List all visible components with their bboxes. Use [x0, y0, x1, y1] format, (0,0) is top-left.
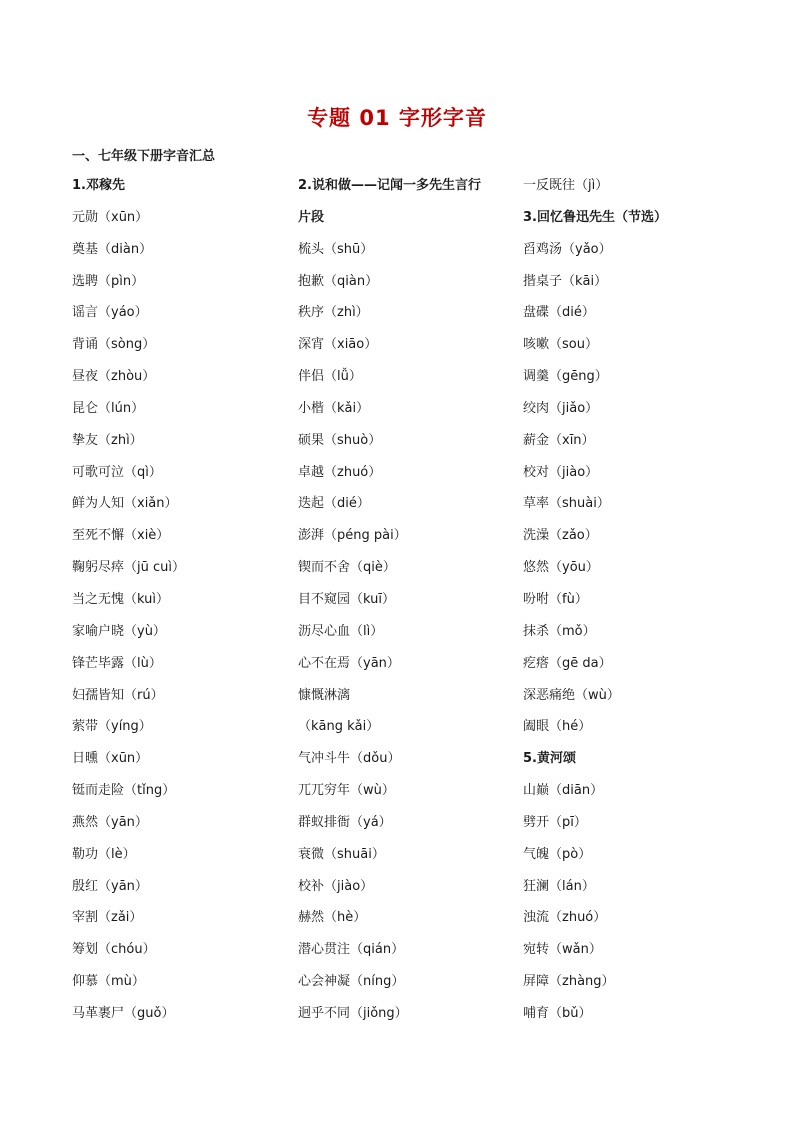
vocab-entry: 挚友（zhì）: [72, 432, 143, 448]
vocab-entry: 元勋（xūn）: [72, 209, 149, 225]
page-title: 专题 01 字形字音: [307, 106, 487, 130]
vocab-entry: 鲜为人知（xiǎn）: [72, 496, 178, 512]
vocab-entry: 家喻户晓（yù）: [72, 623, 166, 639]
vocab-entry: 深宵（xiāo）: [298, 337, 378, 353]
vocab-entry: 奠基（diàn）: [72, 241, 153, 257]
vocab-entry: 燕然（yān）: [72, 814, 148, 830]
lesson-heading: 片段: [298, 209, 325, 225]
vocab-entry: 气魄（pò）: [523, 846, 592, 862]
vocab-entry: 沥尽心血（lì）: [298, 623, 384, 639]
section-heading: 一、七年级下册字音汇总: [72, 149, 216, 164]
vocab-entry: 卓越（zhuó）: [298, 464, 382, 480]
vocab-entry: 心不在焉（yān）: [298, 655, 400, 671]
vocab-entry: 筹划（chóu）: [72, 942, 156, 958]
vocab-entry: 昆仑（lún）: [72, 400, 145, 416]
vocab-entry: 梳头（shū）: [298, 241, 374, 257]
vocab-entry: 揩桌子（kāi）: [523, 273, 608, 289]
vocab-entry: 鞠躬尽瘁（jū cuì）: [72, 560, 185, 576]
vocab-entry: 洗澡（zǎo）: [523, 528, 598, 544]
vocab-entry: 绞肉（jiǎo）: [523, 400, 599, 416]
vocab-entry: 校对（jiào）: [523, 464, 599, 480]
vocab-entry: 咳嗽（sou）: [523, 337, 598, 353]
vocab-entry: 抱歉（qiàn）: [298, 273, 379, 289]
vocab-entry: 妇孺皆知（rú）: [72, 687, 164, 703]
vocab-entry: 萦带（yíng）: [72, 719, 152, 735]
vocab-entry: 铤而走险（tǐng）: [72, 783, 176, 799]
vocab-entry: 心会神凝（níng）: [298, 974, 405, 990]
column-1: [72, 170, 292, 1030]
vocab-entry: 舀鸡汤（yǎo）: [523, 241, 612, 257]
vocab-entry: 迭起（dié）: [298, 496, 370, 512]
vocab-entry: 气冲斗牛（dǒu）: [298, 751, 401, 767]
vocab-entry: 目不窥园（kuī）: [298, 591, 395, 607]
column-3: [523, 170, 743, 1030]
vocab-entry: 马革裹尸（guǒ）: [72, 1005, 175, 1021]
vocab-entry: 哺育（bǔ）: [523, 1005, 592, 1021]
vocab-entry: 吩咐（fù）: [523, 591, 588, 607]
vocab-entry: 疙瘩（gē da）: [523, 655, 612, 671]
vocab-entry: 小楷（kǎi）: [298, 400, 370, 416]
vocab-entry: 锲而不舍（qiè）: [298, 560, 396, 576]
vocab-entry: 兀兀穷年（wù）: [298, 783, 395, 799]
vocab-entry: 伴侣（lǚ）: [298, 369, 362, 385]
vocab-entry: 山巅（diān）: [523, 783, 604, 799]
vocab-entry: 盘碟（dié）: [523, 305, 595, 321]
vocab-entry: 校补（jiào）: [298, 878, 374, 894]
vocab-entry: 劈开（pī）: [523, 814, 587, 830]
lesson-heading: 1.邓稼先: [72, 178, 125, 193]
lesson-heading: 5.黄河颂: [523, 751, 576, 767]
vocab-entry: 锋芒毕露（lù）: [72, 655, 162, 671]
vocab-entry: 硕果（shuò）: [298, 432, 382, 448]
vocab-entry: 谣言（yáo）: [72, 305, 148, 321]
vocab-entry: 屏障（zhàng）: [523, 974, 615, 990]
vocab-entry: 宰割（zǎi）: [72, 910, 143, 926]
column-2: [298, 170, 518, 1030]
vocab-entry: 澎湃（péng pài）: [298, 528, 407, 544]
vocab-entry: 狂澜（lán）: [523, 878, 595, 894]
vocab-entry: 悠然（yōu）: [523, 560, 599, 576]
vocab-entry: 薪金（xīn）: [523, 432, 595, 448]
vocab-entry: 一反既往（jì）: [523, 178, 609, 193]
vocab-entry: 宛转（wǎn）: [523, 942, 602, 958]
vocab-entry: 赫然（hè）: [298, 910, 367, 926]
vocab-entry: 衰微（shuāi）: [298, 846, 385, 862]
vocab-entry: 日曛（xūn）: [72, 751, 149, 767]
vocab-entry: 调羹（gēng）: [523, 369, 608, 385]
vocab-entry: 潜心贯注（qián）: [298, 942, 405, 958]
vocab-entry: （kāng kǎi）: [298, 719, 380, 735]
vocab-entry: 迥乎不同（jiǒng）: [298, 1005, 408, 1021]
vocab-entry: 抹杀（mǒ）: [523, 623, 596, 639]
vocab-entry: 当之无愧（kuì）: [72, 591, 169, 607]
vocab-entry: 秩序（zhì）: [298, 305, 369, 321]
vocab-entry: 深恶痛绝（wù）: [523, 687, 620, 703]
vocab-entry: 草率（shuài）: [523, 496, 610, 512]
vocab-entry: 阖眼（hé）: [523, 719, 592, 735]
vocab-entry: 选聘（pìn）: [72, 273, 145, 289]
vocab-entry: 浊流（zhuó）: [523, 910, 607, 926]
vocab-entry: 背诵（sòng）: [72, 337, 156, 353]
lesson-heading: 2.说和做——记闻一多先生言行: [298, 178, 481, 193]
vocab-entry: 可歌可泣（qì）: [72, 464, 162, 480]
vocab-entry: 至死不懈（xiè）: [72, 528, 170, 544]
vocab-entry: 昼夜（zhòu）: [72, 369, 156, 385]
vocab-entry: 殷红（yān）: [72, 878, 148, 894]
vocab-entry: 慷慨淋漓: [298, 687, 351, 703]
vocab-entry: 勒功（lè）: [72, 846, 136, 862]
lesson-heading: 3.回忆鲁迅先生（节选）: [523, 209, 667, 225]
vocab-entry: 仰慕（mù）: [72, 974, 145, 990]
vocab-entry: 群蚁排衙（yá）: [298, 814, 392, 830]
